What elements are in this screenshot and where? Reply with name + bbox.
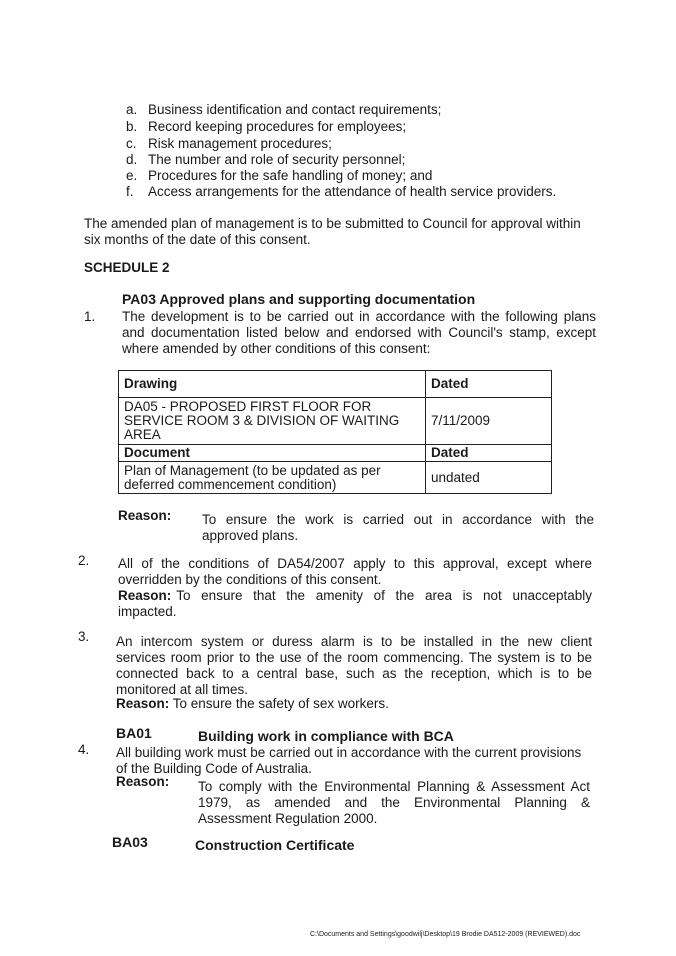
table-header-row	[119, 371, 552, 398]
table-cell: 7/11/2009	[426, 398, 552, 445]
table-row	[119, 462, 552, 494]
table-header-cell: Document	[119, 445, 426, 462]
table-header-cell: Dated	[426, 371, 552, 398]
reason-label: Reason:	[118, 508, 172, 523]
reason-label: Reason:	[118, 588, 172, 603]
ba03-code: BA03	[112, 834, 148, 850]
item-line: connected back to a central base, such as the reception, which is to be	[116, 666, 592, 681]
item-number: 2.	[78, 553, 90, 568]
item-line: All building work must be carried out in accordance with the current provisions	[116, 745, 582, 760]
table-header-cell: Drawing	[119, 371, 426, 398]
item-reason	[116, 696, 389, 711]
table-cell	[119, 398, 426, 445]
ba01-code: BA01	[116, 725, 152, 741]
item-line: of the Building Code of Australia.	[116, 761, 312, 776]
ba03-title: Construction Certificate	[195, 837, 355, 853]
reason-line: Assessment Regulation 2000.	[198, 811, 378, 826]
item-line: An intercom system or duress alarm is to be installed in the new client	[116, 634, 592, 649]
item-line: All of the conditions of DA54/2007 apply to this approval, except where	[118, 556, 592, 571]
footer-file-path: C:\Documents and Settings\goodwilj\Desktop\19 Brodie DA512-2009 (REVIEWED).doc	[310, 931, 581, 938]
reason-line: To ensure the safety of sex workers.	[172, 696, 389, 711]
reason-label: Reason:	[116, 696, 170, 711]
pa03-line: and documentation listed below and endorsed with Council's stamp, except	[122, 325, 596, 340]
item-line: monitored at all times.	[116, 682, 249, 697]
list-item: a. Business identification and contact requirements;	[126, 102, 442, 117]
item-reason	[118, 588, 592, 603]
reason-line: impacted.	[118, 604, 177, 619]
table-row	[119, 398, 552, 445]
reason-line: To comply with the Environmental Planning & Assessment Act	[198, 779, 590, 794]
cell-line: SERVICE ROOM 3 & DIVISION OF WAITING	[124, 413, 400, 428]
table-header-cell: Dated	[426, 445, 552, 462]
reason-line: To ensure that the amenity of the area is not unacceptably	[176, 588, 592, 603]
list-item: f. Access arrangements for the attendance of health service providers.	[126, 184, 557, 199]
schedule-title: SCHEDULE 2	[84, 260, 170, 275]
reason-line: 1979, as amended and the Environmental Planning &	[198, 795, 590, 810]
cell-line: AREA	[124, 427, 161, 442]
cell-line: DA05 - PROPOSED FIRST FLOOR FOR	[124, 399, 372, 414]
paragraph-line: The amended plan of management is to be submitted to Council for approval within	[84, 216, 581, 231]
item-line: overridden by the conditions of this consent.	[118, 572, 382, 587]
ba01-title: Building work in compliance with BCA	[198, 728, 454, 744]
item-number: 4.	[78, 742, 90, 757]
paragraph-line: six months of the date of this consent.	[84, 232, 311, 247]
item-line: services room prior to the use of the room commencing. The system is to be	[116, 650, 592, 665]
list-item: d. The number and role of security personnel;	[126, 152, 406, 167]
pa03-line: The development is to be carried out in accordance with the following plans	[122, 309, 596, 324]
list-item: b. Record keeping procedures for employees;	[126, 119, 407, 134]
documents-table	[118, 370, 552, 494]
cell-line: Plan of Management (to be updated as per	[124, 462, 381, 478]
table-cell	[119, 462, 426, 494]
item-number: 3.	[78, 629, 90, 644]
table-cell: undated	[426, 462, 552, 494]
list-item: e. Procedures for the safe handling of money; and	[126, 168, 433, 183]
reason-line: To ensure the work is carried out in accordance with the	[202, 512, 594, 527]
reason-line: approved plans.	[202, 528, 299, 543]
item-number: 1.	[84, 309, 96, 324]
pa03-heading: PA03 Approved plans and supporting documentation	[122, 291, 476, 307]
pa03-line: where amended by other conditions of this consent:	[122, 341, 431, 356]
cell-line: deferred commencement condition)	[124, 476, 337, 492]
reason-label: Reason:	[116, 774, 170, 789]
table-header-row	[119, 445, 552, 462]
list-item: c. Risk management procedures;	[126, 136, 332, 151]
